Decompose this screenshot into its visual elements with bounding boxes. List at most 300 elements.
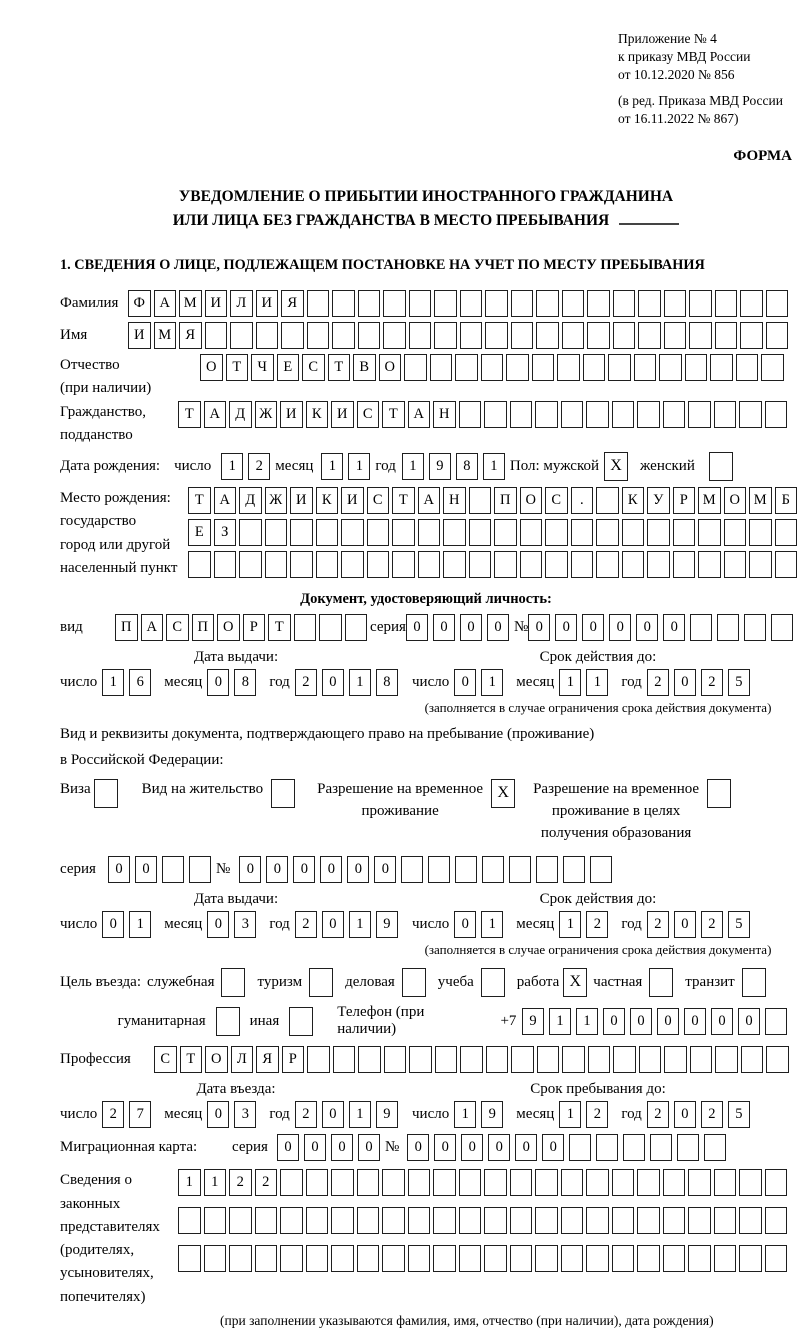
char-cell bbox=[341, 551, 364, 578]
option-temp-residence bbox=[317, 779, 515, 823]
char-cell: 0 bbox=[207, 669, 229, 696]
identity-issue-title: Дата выдачи: bbox=[193, 649, 279, 666]
char-cell bbox=[494, 519, 517, 546]
char-cell: А bbox=[214, 487, 237, 514]
char-cell: Л bbox=[230, 290, 253, 317]
residence-doc-dates bbox=[60, 891, 792, 958]
char-cell bbox=[178, 1245, 201, 1272]
char-cell bbox=[571, 519, 594, 546]
char-cell bbox=[357, 1169, 380, 1196]
char-cell bbox=[382, 1169, 405, 1196]
char-cell: И bbox=[341, 487, 364, 514]
char-cell bbox=[688, 1207, 711, 1234]
char-cell: 0 bbox=[555, 614, 577, 641]
char-cell: 1 bbox=[483, 453, 505, 480]
char-cell bbox=[688, 401, 711, 428]
char-cell bbox=[557, 354, 580, 381]
char-cell bbox=[392, 519, 415, 546]
char-cell bbox=[510, 401, 533, 428]
birthplace-label: город или другой bbox=[60, 536, 171, 553]
char-cell: 1 bbox=[204, 1169, 227, 1196]
day-label: число bbox=[60, 1106, 98, 1123]
birthplace-label: государство bbox=[60, 513, 137, 530]
phone-cells bbox=[522, 1008, 792, 1035]
char-cell: Ж bbox=[255, 401, 278, 428]
char-cell bbox=[404, 354, 427, 381]
sex-male-checkbox: X bbox=[604, 452, 628, 481]
char-cell: А bbox=[204, 401, 227, 428]
char-cell: 9 bbox=[376, 1101, 398, 1128]
char-cell bbox=[677, 1134, 699, 1161]
firstname-cells bbox=[128, 322, 791, 349]
char-cell bbox=[588, 1046, 611, 1073]
char-cell bbox=[664, 290, 687, 317]
char-cell bbox=[739, 1207, 762, 1234]
char-cell bbox=[562, 322, 585, 349]
birthplace-label: населенный пункт bbox=[60, 559, 178, 576]
stay-until-title: Срок пребывания до: bbox=[530, 1081, 666, 1098]
char-cell bbox=[562, 1046, 585, 1073]
purpose-work-checkbox: X bbox=[563, 968, 587, 997]
char-cell bbox=[690, 1046, 713, 1073]
migration-number-label: № bbox=[384, 1139, 400, 1156]
char-cell: 0 bbox=[293, 856, 315, 883]
char-cell: О bbox=[205, 1046, 228, 1073]
char-cell bbox=[256, 322, 279, 349]
identity-doc-row bbox=[60, 614, 792, 641]
char-cell bbox=[596, 487, 619, 514]
char-cell: 0 bbox=[406, 614, 428, 641]
char-cell bbox=[382, 1207, 405, 1234]
char-cell bbox=[664, 322, 687, 349]
char-cell: 0 bbox=[487, 614, 509, 641]
char-cell bbox=[484, 1207, 507, 1234]
char-cell bbox=[690, 614, 712, 641]
char-cell: 0 bbox=[277, 1134, 299, 1161]
char-cell bbox=[520, 519, 543, 546]
char-cell bbox=[659, 354, 682, 381]
char-cell bbox=[536, 322, 559, 349]
profession-row bbox=[60, 1046, 792, 1073]
char-cell bbox=[761, 354, 784, 381]
char-cell bbox=[688, 1245, 711, 1272]
char-cell bbox=[306, 1207, 329, 1234]
char-cell bbox=[484, 1245, 507, 1272]
char-cell: С bbox=[302, 354, 325, 381]
char-cell bbox=[537, 1046, 560, 1073]
stay-year bbox=[647, 1101, 755, 1128]
char-cell: У bbox=[647, 487, 670, 514]
char-cell: П bbox=[115, 614, 138, 641]
char-cell: 0 bbox=[674, 911, 696, 938]
birthplace-labels bbox=[60, 487, 188, 583]
birthplace-cells-row3 bbox=[188, 551, 800, 578]
char-cell: П bbox=[494, 487, 517, 514]
year-label: год bbox=[269, 674, 290, 691]
char-cell bbox=[511, 290, 534, 317]
char-cell: К bbox=[306, 401, 329, 428]
char-cell bbox=[685, 354, 708, 381]
char-cell: М bbox=[154, 322, 177, 349]
char-cell bbox=[506, 354, 529, 381]
char-cell bbox=[418, 551, 441, 578]
char-cell bbox=[663, 1169, 686, 1196]
identity-expiry-title: Срок действия до: bbox=[539, 649, 657, 666]
char-cell bbox=[434, 290, 457, 317]
option-temp-residence-line1: Разрешение на временное bbox=[317, 781, 484, 798]
char-cell bbox=[586, 1207, 609, 1234]
char-cell bbox=[587, 290, 610, 317]
char-cell bbox=[664, 1046, 687, 1073]
char-cell bbox=[736, 354, 759, 381]
char-cell bbox=[765, 1169, 788, 1196]
char-cell: О bbox=[200, 354, 223, 381]
purpose-row2 bbox=[60, 1004, 792, 1038]
char-cell bbox=[688, 1169, 711, 1196]
char-cell bbox=[319, 614, 342, 641]
purpose-private-checkbox bbox=[649, 968, 673, 997]
char-cell bbox=[766, 290, 789, 317]
char-cell bbox=[545, 551, 568, 578]
char-cell bbox=[612, 401, 635, 428]
char-cell bbox=[162, 856, 184, 883]
char-cell: 1 bbox=[559, 911, 581, 938]
char-cell: Т bbox=[188, 487, 211, 514]
option-temp-residence-edu-line1: Разрешение на временное bbox=[533, 781, 700, 798]
option-temp-residence-checkbox: X bbox=[491, 779, 515, 808]
char-cell: Д bbox=[229, 401, 252, 428]
char-cell: 0 bbox=[304, 1134, 326, 1161]
residence-expiry-day bbox=[454, 911, 508, 938]
firstname-row bbox=[60, 322, 792, 349]
char-cell: В bbox=[353, 354, 376, 381]
char-cell bbox=[612, 1207, 635, 1234]
char-cell bbox=[460, 1046, 483, 1073]
char-cell: Т bbox=[180, 1046, 203, 1073]
char-cell bbox=[612, 1245, 635, 1272]
char-cell: Л bbox=[231, 1046, 254, 1073]
patronymic-label-line2: (при наличии) bbox=[60, 379, 152, 396]
char-cell bbox=[771, 614, 793, 641]
char-cell: Е bbox=[277, 354, 300, 381]
char-cell bbox=[331, 1207, 354, 1234]
char-cell bbox=[650, 1134, 672, 1161]
char-cell bbox=[637, 401, 660, 428]
char-cell: 0 bbox=[322, 1101, 344, 1128]
char-cell: 0 bbox=[322, 669, 344, 696]
char-cell: 2 bbox=[586, 1101, 608, 1128]
char-cell bbox=[766, 1046, 789, 1073]
month-label: месяц bbox=[516, 1106, 555, 1123]
annex-block bbox=[618, 30, 792, 128]
char-cell bbox=[596, 551, 619, 578]
char-cell bbox=[455, 856, 477, 883]
char-cell: 0 bbox=[461, 1134, 483, 1161]
char-cell bbox=[622, 519, 645, 546]
char-cell: А bbox=[408, 401, 431, 428]
char-cell bbox=[673, 551, 696, 578]
char-cell: 0 bbox=[582, 614, 604, 641]
option-temp-residence-edu-line3: получения образования bbox=[540, 824, 692, 841]
char-cell: 0 bbox=[102, 911, 124, 938]
char-cell: З bbox=[214, 519, 237, 546]
char-cell bbox=[382, 1245, 405, 1272]
char-cell bbox=[741, 1046, 764, 1073]
purpose-business-checkbox bbox=[402, 968, 426, 997]
char-cell: М bbox=[698, 487, 721, 514]
birthdate-label: Дата рождения: bbox=[60, 458, 161, 475]
char-cell: К bbox=[622, 487, 645, 514]
stay-month bbox=[559, 1101, 613, 1128]
char-cell bbox=[647, 519, 670, 546]
char-cell bbox=[698, 519, 721, 546]
char-cell bbox=[482, 856, 504, 883]
char-cell bbox=[443, 519, 466, 546]
citizenship-cells bbox=[178, 401, 790, 428]
citizenship-label-line2: подданство bbox=[60, 426, 133, 443]
surname-label: Фамилия bbox=[60, 295, 119, 312]
char-cell bbox=[460, 322, 483, 349]
char-cell: Р bbox=[673, 487, 696, 514]
char-cell bbox=[294, 614, 317, 641]
char-cell bbox=[545, 519, 568, 546]
identity-doc-type-label: вид bbox=[60, 619, 83, 636]
char-cell bbox=[715, 290, 738, 317]
char-cell bbox=[634, 354, 657, 381]
char-cell bbox=[358, 290, 381, 317]
char-cell bbox=[638, 322, 661, 349]
char-cell: Я bbox=[179, 322, 202, 349]
month-label: месяц bbox=[164, 1106, 203, 1123]
day-label: число bbox=[60, 916, 98, 933]
citizenship-row bbox=[60, 401, 792, 446]
char-cell bbox=[613, 1046, 636, 1073]
purpose-transit-label: транзит bbox=[685, 974, 735, 991]
char-cell bbox=[290, 551, 313, 578]
phone-prefix: +7 bbox=[500, 1012, 517, 1029]
representatives-labels bbox=[60, 1169, 178, 1309]
char-cell: 1 bbox=[349, 1101, 371, 1128]
char-cell: Р bbox=[282, 1046, 305, 1073]
profession-label: Профессия bbox=[60, 1051, 131, 1068]
year-label: год bbox=[269, 916, 290, 933]
char-cell bbox=[663, 1245, 686, 1272]
char-cell: 1 bbox=[178, 1169, 201, 1196]
char-cell bbox=[749, 519, 772, 546]
char-cell bbox=[306, 1245, 329, 1272]
char-cell: 0 bbox=[331, 1134, 353, 1161]
char-cell: 5 bbox=[728, 1101, 750, 1128]
char-cell bbox=[571, 551, 594, 578]
char-cell bbox=[345, 614, 368, 641]
representatives-label: попечителях) bbox=[60, 1288, 146, 1305]
identity-expiry-note: (заполняется в случае ограничения срока действия документа) bbox=[424, 700, 772, 716]
char-cell bbox=[637, 1169, 660, 1196]
char-cell bbox=[331, 1169, 354, 1196]
char-cell bbox=[383, 290, 406, 317]
char-cell bbox=[357, 1245, 380, 1272]
char-cell: 0 bbox=[684, 1008, 706, 1035]
char-cell bbox=[724, 519, 747, 546]
char-cell bbox=[281, 322, 304, 349]
birthplace-label: Место рождения: bbox=[60, 490, 171, 507]
char-cell: 2 bbox=[647, 669, 669, 696]
char-cell: 1 bbox=[586, 669, 608, 696]
char-cell bbox=[562, 290, 585, 317]
char-cell: И bbox=[331, 401, 354, 428]
char-cell: 0 bbox=[374, 856, 396, 883]
char-cell: А bbox=[418, 487, 441, 514]
patronymic-cells bbox=[200, 354, 787, 381]
residence-number-label: № bbox=[216, 861, 231, 878]
char-cell: Т bbox=[382, 401, 405, 428]
residence-number-cells bbox=[239, 856, 617, 883]
char-cell bbox=[239, 551, 262, 578]
char-cell: О bbox=[379, 354, 402, 381]
char-cell bbox=[333, 1046, 356, 1073]
option-residence-permit-checkbox bbox=[271, 779, 295, 808]
char-cell: 8 bbox=[376, 669, 398, 696]
purpose-official-checkbox bbox=[221, 968, 245, 997]
char-cell bbox=[608, 354, 631, 381]
entry-date-title: Дата въезда: bbox=[196, 1081, 276, 1098]
char-cell: 2 bbox=[229, 1169, 252, 1196]
char-cell bbox=[481, 354, 504, 381]
char-cell bbox=[717, 614, 739, 641]
identity-expiry-group bbox=[412, 649, 784, 716]
char-cell bbox=[622, 551, 645, 578]
char-cell: 0 bbox=[320, 856, 342, 883]
option-temp-residence-line2: проживание bbox=[361, 802, 439, 819]
purpose-label: Цель въезда: bbox=[60, 974, 141, 991]
char-cell: О bbox=[217, 614, 240, 641]
char-cell bbox=[229, 1207, 252, 1234]
char-cell: 0 bbox=[135, 856, 157, 883]
residence-issue-year bbox=[295, 911, 403, 938]
char-cell bbox=[509, 856, 531, 883]
entry-day bbox=[102, 1101, 156, 1128]
representatives-cells-row3 bbox=[178, 1245, 790, 1272]
residence-expiry-group bbox=[412, 891, 784, 958]
char-cell bbox=[307, 1046, 330, 1073]
birthdate-year-label: год bbox=[375, 458, 396, 475]
char-cell bbox=[409, 322, 432, 349]
char-cell bbox=[663, 401, 686, 428]
char-cell: 1 bbox=[221, 453, 243, 480]
char-cell: . bbox=[571, 487, 594, 514]
char-cell: 0 bbox=[322, 911, 344, 938]
year-label: год bbox=[621, 674, 642, 691]
option-temp-residence-label bbox=[317, 779, 483, 823]
char-cell: И bbox=[256, 290, 279, 317]
char-cell bbox=[739, 1169, 762, 1196]
annex-line: Приложение № 4 bbox=[618, 31, 717, 46]
char-cell bbox=[586, 1245, 609, 1272]
char-cell bbox=[443, 551, 466, 578]
entry-date-group bbox=[60, 1081, 412, 1128]
char-cell: 0 bbox=[528, 614, 550, 641]
char-cell: 0 bbox=[674, 669, 696, 696]
char-cell: Р bbox=[243, 614, 266, 641]
residence-expiry-year bbox=[647, 911, 755, 938]
stay-day bbox=[454, 1101, 508, 1128]
char-cell bbox=[744, 614, 766, 641]
identity-doc-series-cells bbox=[406, 614, 514, 641]
char-cell bbox=[255, 1245, 278, 1272]
char-cell: Т bbox=[178, 401, 201, 428]
char-cell bbox=[739, 401, 762, 428]
char-cell: 3 bbox=[234, 911, 256, 938]
month-label: месяц bbox=[164, 674, 203, 691]
char-cell: 2 bbox=[701, 1101, 723, 1128]
char-cell: 0 bbox=[207, 911, 229, 938]
char-cell: 0 bbox=[663, 614, 685, 641]
section1-heading: 1. СВЕДЕНИЯ О ЛИЦЕ, ПОДЛЕЖАЩЕМ ПОСТАНОВКЕ НА УЧЕТ ПО МЕСТУ ПРЕБЫВАНИЯ bbox=[60, 257, 705, 274]
char-cell bbox=[535, 1207, 558, 1234]
stay-until-group bbox=[412, 1081, 784, 1128]
char-cell: 5 bbox=[728, 911, 750, 938]
char-cell bbox=[510, 1245, 533, 1272]
purpose-study-checkbox bbox=[481, 968, 505, 997]
char-cell bbox=[280, 1207, 303, 1234]
char-cell bbox=[536, 290, 559, 317]
char-cell bbox=[306, 1169, 329, 1196]
char-cell bbox=[563, 856, 585, 883]
char-cell: 8 bbox=[234, 669, 256, 696]
char-cell bbox=[586, 401, 609, 428]
char-cell: 9 bbox=[522, 1008, 544, 1035]
char-cell bbox=[586, 1169, 609, 1196]
char-cell bbox=[188, 551, 211, 578]
representatives-cells-row2 bbox=[178, 1207, 790, 1234]
birthdate-year-cells bbox=[402, 453, 510, 480]
char-cell: А bbox=[141, 614, 164, 641]
identity-doc-heading: Документ, удостоверяющий личность: bbox=[300, 591, 552, 608]
day-label: число bbox=[412, 1106, 450, 1123]
char-cell: Ж bbox=[265, 487, 288, 514]
month-label: месяц bbox=[164, 916, 203, 933]
migration-series-label: серия bbox=[232, 1139, 268, 1156]
purpose-tourism-label: туризм bbox=[257, 974, 303, 991]
char-cell: 7 bbox=[129, 1101, 151, 1128]
char-cell: 0 bbox=[711, 1008, 733, 1035]
char-cell bbox=[535, 1169, 558, 1196]
purpose-tourism-checkbox bbox=[309, 968, 333, 997]
identity-issue-day bbox=[102, 669, 156, 696]
char-cell bbox=[239, 519, 262, 546]
char-cell: 0 bbox=[454, 911, 476, 938]
annex-line: к приказу МВД России bbox=[618, 49, 751, 65]
purpose-humanitarian-label: гуманитарная bbox=[117, 1012, 206, 1029]
char-cell bbox=[484, 401, 507, 428]
option-residence-permit bbox=[142, 779, 295, 808]
char-cell bbox=[775, 551, 798, 578]
char-cell bbox=[511, 1046, 534, 1073]
char-cell: С bbox=[357, 401, 380, 428]
char-cell bbox=[765, 1207, 788, 1234]
char-cell bbox=[265, 551, 288, 578]
birthdate-row bbox=[60, 452, 792, 481]
char-cell bbox=[613, 290, 636, 317]
char-cell bbox=[401, 856, 423, 883]
firstname-label: Имя bbox=[60, 327, 88, 344]
purpose-humanitarian-checkbox bbox=[216, 1007, 240, 1036]
char-cell: 5 bbox=[728, 669, 750, 696]
char-cell bbox=[775, 519, 798, 546]
char-cell bbox=[535, 1245, 558, 1272]
char-cell bbox=[430, 354, 453, 381]
char-cell bbox=[484, 1169, 507, 1196]
